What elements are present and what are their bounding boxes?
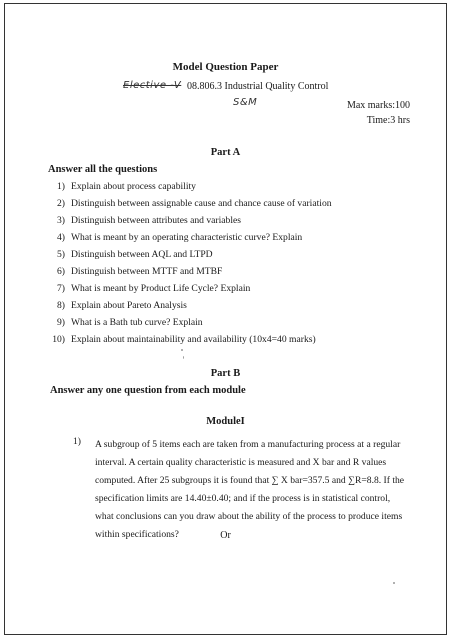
module-heading: ModuleI [206,416,245,427]
module-question-number: 1) [73,436,81,447]
question-item [43,215,241,226]
question-item [43,232,302,243]
question-text: What is meant by Product Life Cycle? Explain [71,283,251,294]
scan-speck [393,582,395,584]
module-question-text [95,436,413,544]
question-text: Distinguish between AQL and LTPD [71,249,213,260]
part-a-instruction: Answer all the questions [48,164,158,175]
paper-title: Model Question Paper [172,61,279,73]
question-item [43,334,316,345]
question-item [43,266,222,277]
question-paper-page [4,3,447,635]
question-item [43,300,187,311]
question-line: what conclusions can you draw about the ability of the process to produce items [95,511,403,522]
course-code-title: 08.806.3 Industrial Quality Control [187,81,329,92]
question-item [43,198,332,209]
question-text: What is a Bath tub curve? Explain [71,317,203,328]
or-separator: Or [220,530,231,541]
part-a-heading: Part A [210,147,241,158]
question-text: Explain about maintainability and availability (10x4=40 marks) [71,334,316,345]
question-item [43,181,196,192]
handwritten-branch-note: S&M [233,97,258,108]
question-number: 6) [57,266,65,277]
question-number: 9) [57,317,65,328]
question-text: Distinguish between attributes and variables [71,215,241,226]
question-number: 10) [52,334,65,345]
question-text: Explain about Pareto Analysis [71,300,187,311]
question-item [43,283,250,294]
question-text: Explain about process capability [71,181,196,192]
scan-speck [183,356,184,359]
question-number: 7) [57,283,65,294]
part-b-instruction: Answer any one question from each module [50,385,246,396]
question-number: 4) [57,232,65,243]
question-item [43,317,203,328]
max-marks: Max marks:100 [346,100,410,111]
question-number: 8) [57,300,65,311]
question-number: 3) [57,215,65,226]
question-item [43,249,213,260]
part-b-heading: Part B [210,368,241,379]
question-number: 2) [57,198,65,209]
question-line: computed. After 25 subgroups it is found that ∑ X bar=357.5 and ∑R=8.8. If the [95,475,405,486]
question-text: Distinguish between MTTF and MTBF [71,266,223,277]
question-line: A subgroup of 5 items each are taken from a manufacturing process at a regular [95,439,401,450]
time-allowed: Time:3 hrs [366,115,410,126]
question-line: specification limits are 14.40±0.40; and if the process is in statistical control, [95,493,391,504]
handwritten-elective-note: Elective -V [123,80,182,91]
question-number: 1) [57,181,65,192]
question-line: within specifications? [95,529,179,540]
scan-speck [181,349,183,351]
question-text: Distinguish between assignable cause and chance cause of variation [71,198,332,209]
question-text: What is meant by an operating characteristic curve? Explain [71,232,303,243]
question-number: 5) [57,249,65,260]
question-line: interval. A certain quality characteristic is measured and X bar and R values [95,457,387,468]
